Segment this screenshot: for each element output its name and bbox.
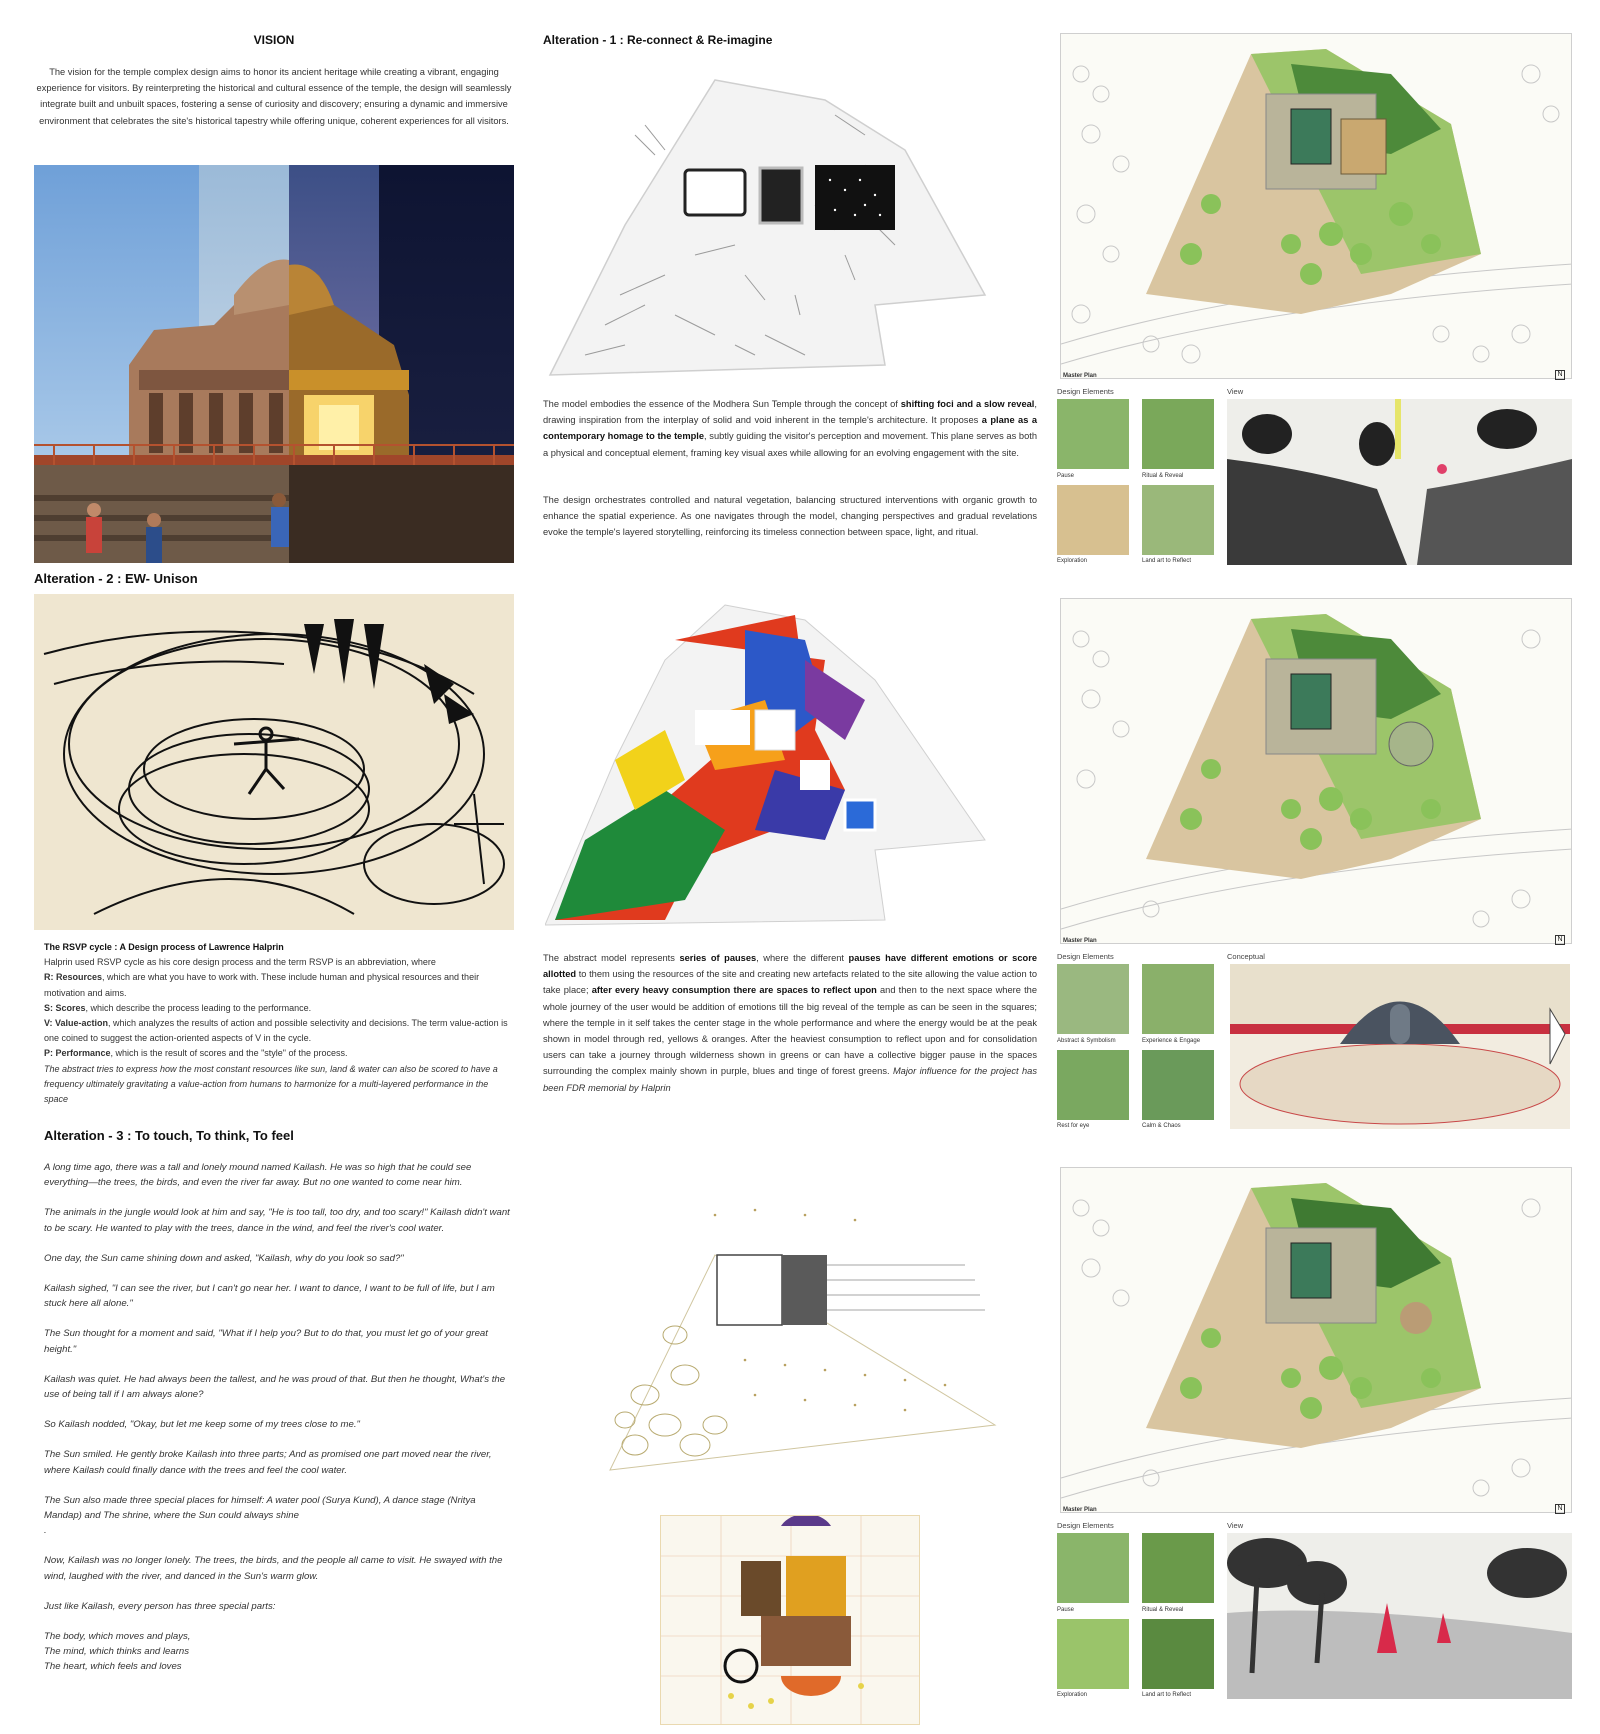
white-plane-model <box>545 55 1035 385</box>
design-elements-label: Design Elements <box>1057 387 1114 396</box>
master-plan-1 <box>1060 33 1572 379</box>
master-plan-2 <box>1060 598 1572 944</box>
story-paragraph: The body, which moves and plays, The mind, which thinks and learns The heart, which feels and loves <box>44 1631 191 1673</box>
story-paragraph: So Kailash nodded, "Okay, but let me keep some of my trees close to me." <box>44 1419 360 1431</box>
north-arrow-icon: N <box>1555 935 1565 945</box>
design-element-caption: Experience & Engage <box>1142 1038 1201 1044</box>
story-paragraph: A long time ago, there was a tall and lonely mound named Kailash. He was so high that he could see everything—the trees, the birds, and even the river far away. But no one wanted to come near him. <box>44 1162 472 1189</box>
colorful-model <box>545 600 1035 930</box>
collage-sketch <box>660 1515 920 1725</box>
vision-text: The vision for the temple complex design aims to honor its ancient heritage while creating a vibrant, engaging experience for visitors. By reinterpreting the historical and cultural essence of the temple, the design will seamlessly integrate built and unbuilt spaces, fostering a sense of curiosity and discovery; ensuring a dynamic and immersive environment that celebrates the site's historical tapestry while offering unique, coherent experiences for all visitors. <box>36 67 512 126</box>
kailash-story <box>44 1160 514 1690</box>
design-element-caption: Pause <box>1057 1607 1075 1613</box>
design-element-thumb <box>1057 1533 1129 1603</box>
design-element-thumb <box>1057 964 1129 1034</box>
design-element-thumb <box>1057 399 1129 469</box>
story-paragraph: The Sun thought for a moment and said, "What if I help you? But to do that, you must let go of your great height." <box>44 1328 488 1355</box>
north-arrow-icon: N <box>1555 1504 1565 1514</box>
design-elements-label: Design Elements <box>1057 1521 1114 1530</box>
design-element-caption: Exploration <box>1057 558 1088 564</box>
design-element-caption: Ritual & Reveal <box>1142 1607 1184 1613</box>
story-paragraph: The Sun smiled. He gently broke Kailash into three parts; And as promised one part moved near the river, where Kailash could finally dance with the trees and feel the cool water. <box>44 1449 492 1476</box>
story-paragraph: Now, Kailash was no longer lonely. The trees, the birds, and the people all came to visit. He swayed with the wind, laughed with the river, and danced in the Sun's warm glow. <box>44 1555 503 1582</box>
master-plan-3 <box>1060 1167 1572 1513</box>
rsvp-r: R: Resources, which are what you have to work with. These include human and physical resources and their motivation and aims. <box>44 972 480 998</box>
design-element-caption: Land art to Reflect <box>1142 1692 1192 1698</box>
alt2-text: The abstract model represents series of pauses, where the different pauses have different emotions or score allotted to them using the resources of the site and creating new artefacts related to the site allowing the value action to take place; after every heavy consumption there are spaces to reflect upon and then to the next space where the whole journey of the user would be addition of emotions till the big reveal of the temple as can be seen in the squares; where the temple in it self takes the center stage in the whole performance and where the energy would be at the peak shown in model through red, yellows & oranges. After the heaviest consumption to reflect upon and for consolidation users can take a journey through wilderness shown in greens or can have a collective bigger pause in the spaces surrounding the complex mainly shown in purple, blues and tinge of forest greens. Major influence for the project has been FDR memorial by Halprin <box>543 953 1037 1093</box>
design-element-caption: Pause <box>1057 473 1075 479</box>
story-paragraph: Kailash sighed, "I can see the river, but I can't go near her. I want to dance, I want to be full of life, but I am stuck here all alone." <box>44 1283 495 1310</box>
design-element-thumb <box>1142 485 1214 555</box>
conceptual-label: Conceptual <box>1227 952 1265 961</box>
temple-day-night-photo <box>34 165 514 563</box>
halprin-sketch <box>34 594 514 930</box>
master-plan-label: Master Plan <box>1063 373 1097 379</box>
design-elements-label: Design Elements <box>1057 952 1114 961</box>
alt2-title: Alteration - 2 : EW- Unison <box>34 571 198 586</box>
design-element-caption: Calm & Chaos <box>1142 1123 1181 1129</box>
master-plan-label: Master Plan <box>1063 938 1097 944</box>
view-sketch-1 <box>1227 399 1572 565</box>
story-paragraph: Kailash was quiet. He had always been the tallest, and he was proud of that. But then he thought, What's the use of being tall if I am always alone? <box>44 1373 506 1401</box>
view-label: View <box>1227 1521 1244 1530</box>
design-element-thumb <box>1142 964 1214 1034</box>
design-element-caption: Exploration <box>1057 1692 1088 1698</box>
design-element-caption: Ritual & Reveal <box>1142 473 1184 479</box>
rsvp-note: The abstract tries to express how the most constant resources like sun, land & water can also be scored to have a frequency ultimately gravitating a value-action from humans to harmonize for a multi-layered performance in the space <box>44 1063 498 1105</box>
alt1-text-2: The design orchestrates controlled and natural vegetation, balancing structured interventions with organic growth to enhance the spatial experience. As one navigates through the model, changing perspectives and gradual revelations evoke the temple's layered storytelling, reinforcing its timeless connection between space, light, and ritual. <box>543 495 1037 538</box>
design-element-caption: Land art to Reflect <box>1142 558 1192 564</box>
alt1-title: Alteration - 1 : Re-connect & Re-imagine <box>543 33 773 47</box>
story-paragraph: Just like Kailash, every person has three special parts: <box>44 1600 276 1612</box>
conceptual-sketch <box>1230 964 1570 1129</box>
rsvp-v: V: Value-action, which analyzes the results of action and possible selectivity and decisions. The term value-action is one coined to suggest the action-oriented aspects of V in the cycle. <box>44 1018 508 1044</box>
design-element-thumb <box>1142 1050 1214 1120</box>
design-element-caption: Abstract & Symbolism <box>1057 1038 1116 1044</box>
design-element-thumb <box>1142 399 1214 469</box>
design-element-thumb <box>1142 1619 1214 1689</box>
rsvp-block <box>44 940 514 1107</box>
rsvp-s: S: Scores, which describe the process leading to the performance. <box>44 1002 312 1013</box>
design-element-thumb <box>1057 1050 1129 1120</box>
design-element-thumb <box>1057 485 1129 555</box>
story-paragraph: The Sun also made three special places for himself: A water pool (Surya Kund), A dance stage (Nritya Mandap) and The shrine, where the Sun could always shine . <box>44 1494 476 1537</box>
master-plan-label: Master Plan <box>1063 1507 1097 1513</box>
pencil-model-sketch <box>605 1195 1015 1475</box>
view-label: View <box>1227 387 1244 396</box>
rsvp-p: P: Performance, which is the result of scores and the "style" of the process. <box>44 1048 348 1059</box>
north-arrow-icon: N <box>1555 370 1565 380</box>
story-paragraph: The animals in the jungle would look at him and say, "He is too tall, too dry, and too scary!" Kailash didn't want to be scary. He wanted to play with the trees, dance in the wind, and feel the river's cool water. <box>44 1207 510 1234</box>
design-element-thumb <box>1057 1619 1129 1689</box>
rsvp-intro: Halprin used RSVP cycle as his core design process and the term RSVP is an abbreviation, where <box>44 957 436 968</box>
alt1-text-1: The model embodies the essence of the Modhera Sun Temple through the concept of shifting foci and a slow reveal, drawing inspiration from the interplay of solid and void inherent in the temple's architecture. It proposes a plane as a contemporary homage to the temple, subtly guiding the visitor's perception and movement. This plane serves as both a physical and conceptual element, framing key visual axes while allowing for an evolving engagement with the site. <box>543 399 1037 458</box>
design-element-caption: Rest for eye <box>1057 1123 1090 1129</box>
rsvp-title: The RSVP cycle : A Design process of Lawrence Halprin <box>44 942 284 952</box>
view-sketch-3 <box>1227 1533 1572 1699</box>
alt3-title: Alteration - 3 : To touch, To think, To feel <box>44 1128 294 1143</box>
story-paragraph: One day, the Sun came shining down and asked, "Kailash, why do you look so sad?" <box>44 1252 404 1264</box>
vision-title: VISION <box>253 33 295 47</box>
design-element-thumb <box>1142 1533 1214 1603</box>
